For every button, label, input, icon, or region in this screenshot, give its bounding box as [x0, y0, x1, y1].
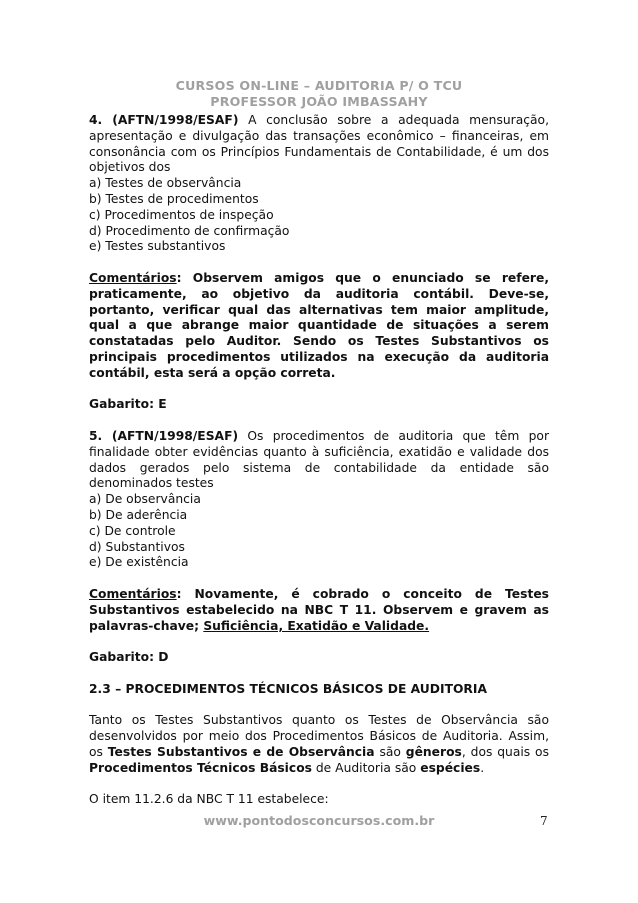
- question-4-ref: 4. (AFTN/1998/ESAF): [89, 113, 239, 127]
- question-5-option-e: e) De existência: [89, 555, 189, 570]
- section-paragraph-1: [89, 713, 549, 776]
- section-paragraph-2: O item 11.2.6 da NBC T 11 estabelece:: [89, 792, 329, 807]
- question-5-option-d: d) Substantivos: [89, 539, 185, 554]
- question-4-option-e: e) Testes substantivos: [89, 239, 226, 254]
- page-number: 7: [540, 814, 548, 828]
- question-5-comment-keywords: Suficiência, Exatidão e Validade.: [203, 618, 430, 633]
- question-5-comment-text: : Novamente, é cobrado o conceito de Testes Substantivos estabelecido na NBC T 11. Observem e gravem as palavras-chave;: [89, 586, 549, 633]
- section-p1-bold-especies: espécies: [420, 760, 481, 775]
- question-5-ref: 5. (AFTN/1998/ESAF): [89, 428, 239, 443]
- question-4-comment: [89, 271, 549, 382]
- question-5-option-b: b) De aderência: [89, 507, 188, 522]
- question-5-options: [89, 492, 549, 571]
- question-4-option-d: d) Procedimento de confirmação: [89, 223, 290, 238]
- question-4-comment-text: : Observem amigos que o enunciado se refere, praticamente, ao objetivo da auditoria contábil. Deve-se, portanto, verificar qual das alternativas tem maior amplitude, qual a que abrange maior quantidade de situações a serem constatadas pelo Auditor. Sendo os Testes Substantivos os principais procedimentos utilizados na execução da auditoria contábil, esta será a opção correta.: [89, 270, 549, 380]
- question-5-option-c: c) De controle: [89, 523, 176, 538]
- section-p1-bold-tests: Testes Substantivos e de Observância: [107, 744, 375, 759]
- footer-website: www.pontodosconcursos.com.br: [203, 813, 435, 828]
- section-title: 2.3 – PROCEDIMENTOS TÉCNICOS BÁSICOS DE AUDITORIA: [89, 681, 487, 696]
- section-p1-text-a: Tanto os Testes Substantivos quanto os Testes de Observância são desenvolvidos por meio dos Procedimentos Básicos de Auditoria. Assim, os: [89, 713, 549, 759]
- question-4-statement: [89, 113, 549, 176]
- header-professor: PROFESSOR JOÃO IMBASSAHY: [210, 94, 428, 109]
- section-p1-text-i: .: [480, 760, 485, 775]
- question-4-answer: Gabarito: E: [89, 397, 167, 412]
- question-5-answer: Gabarito: D: [89, 650, 169, 665]
- question-4-option-a: a) Testes de observância: [89, 176, 242, 191]
- question-5-text: Os procedimentos de auditoria que têm por finalidade obter evidências quanto à suficiência, exatidão e validade dos dados gerados pelo sistema de contabilidade da entidade são denominados testes: [89, 428, 549, 491]
- document-body: [89, 113, 549, 808]
- page-header: [0, 78, 638, 110]
- question-4-option-b: b) Testes de procedimentos: [89, 191, 259, 206]
- question-4-options: [89, 176, 549, 255]
- question-5-comment-label: Comentários: [89, 586, 177, 601]
- header-course-title: CURSOS ON-LINE – AUDITORIA P/ O TCU: [175, 78, 463, 93]
- section-p1-text-e: , dos quais os: [461, 744, 549, 759]
- question-5-option-a: a) De observância: [89, 492, 201, 507]
- question-4-comment-label: Comentários: [89, 270, 177, 285]
- question-4-text: A conclusão sobre a adequada mensuração, apresentação e divulgação das transações econômico – financeiras, em consonância com os Princípios Fundamentais de Contabilidade, é um dos objetivos dos: [89, 113, 549, 175]
- section-p1-text-c: são: [374, 744, 406, 759]
- question-5-comment: [89, 587, 549, 634]
- section-p1-text-g: de Auditoria são: [311, 760, 421, 775]
- section-p1-bold-procedimentos: Procedimentos Técnicos Básicos: [89, 760, 312, 775]
- question-4-option-c: c) Procedimentos de inspeção: [89, 207, 274, 222]
- section-p1-bold-generos: gêneros: [405, 744, 462, 759]
- question-5-statement: [89, 429, 549, 492]
